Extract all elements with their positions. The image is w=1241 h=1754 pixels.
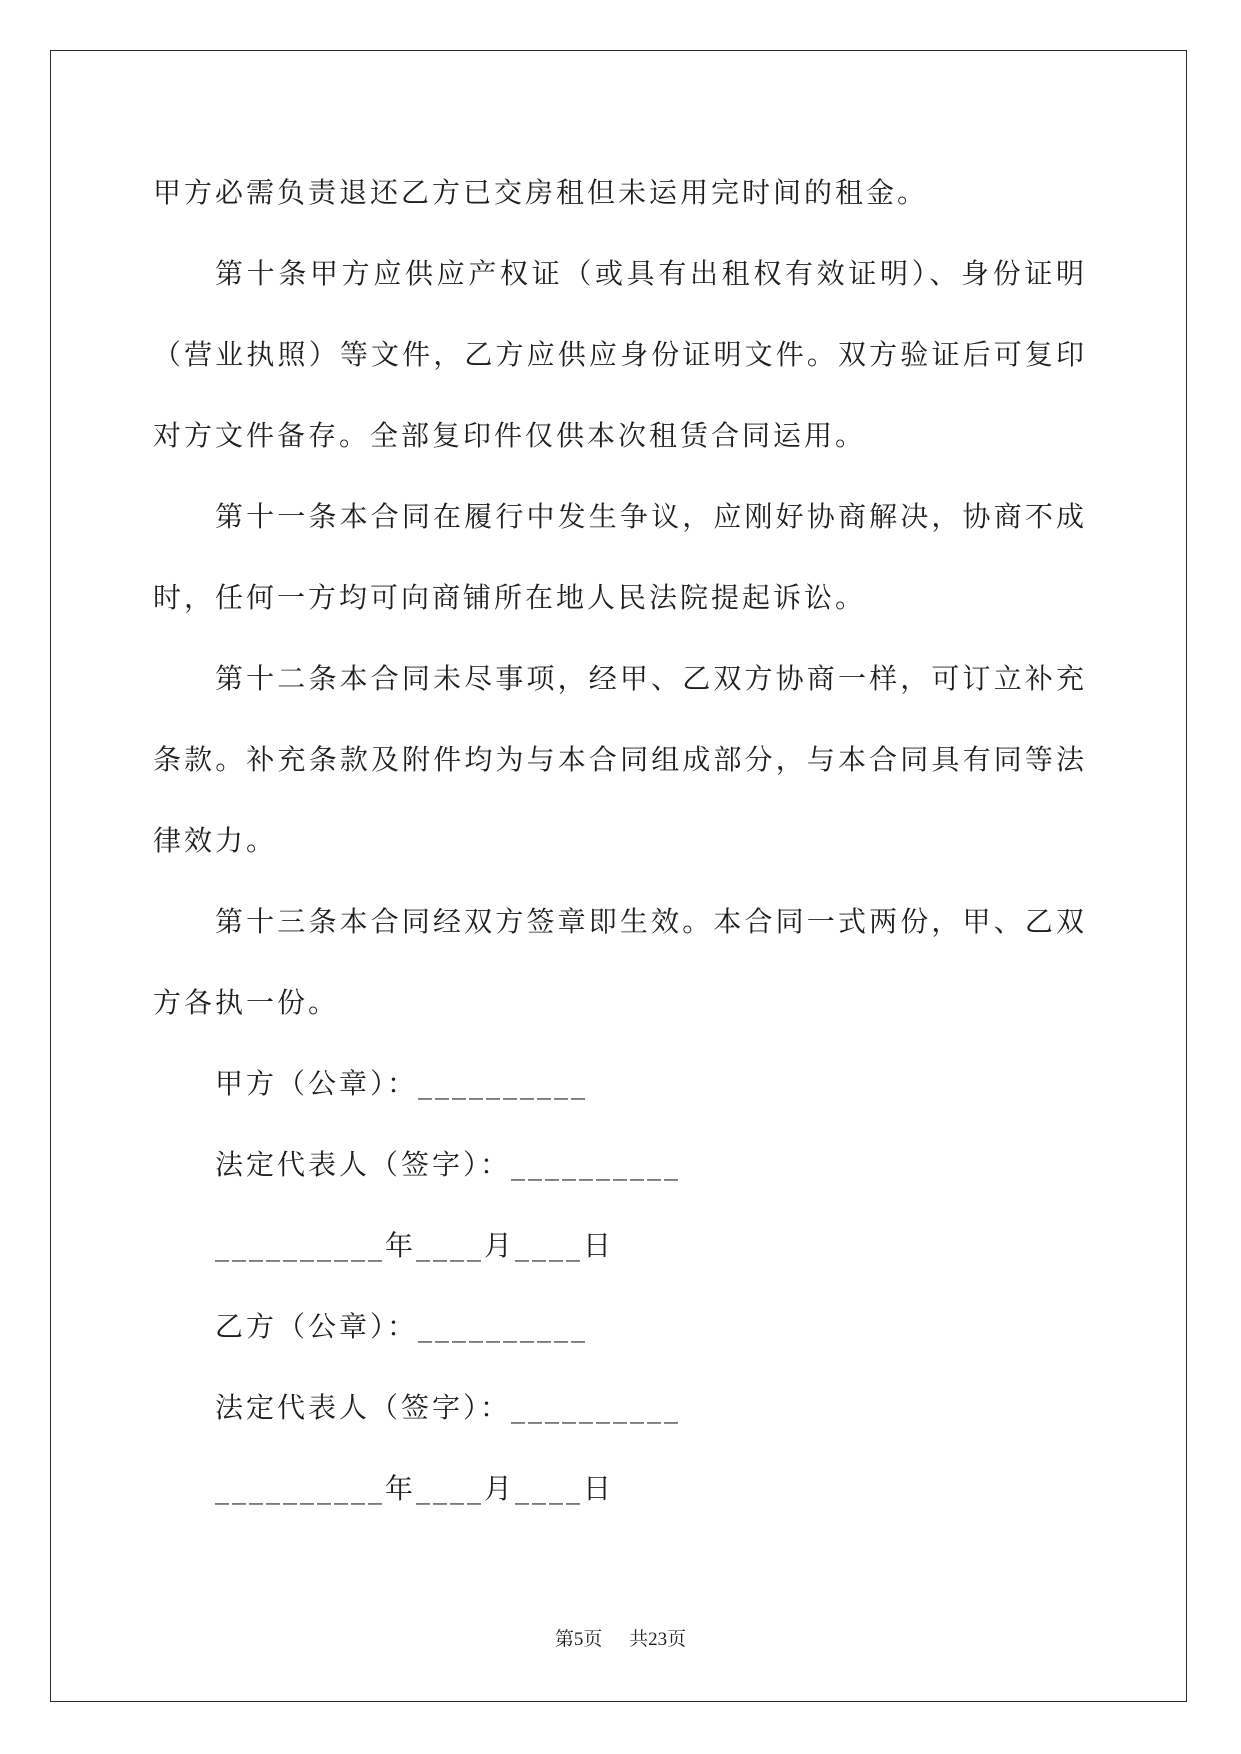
page-footer: [0, 1624, 1241, 1651]
page-total: 共23页: [629, 1629, 687, 1650]
clause-12: [153, 638, 1087, 881]
party-a-representative-line: 法定代表人（签字）：__________: [215, 1148, 682, 1181]
page-number: 第5页: [554, 1629, 603, 1650]
party-b-seal-line: 乙方（公章）：__________: [215, 1310, 589, 1343]
party-b-date-line: __________年____月____日: [215, 1472, 615, 1505]
paragraph-line: 第十一条本合同在履行中发生争议，应刚好协商解决，协商不成: [215, 500, 1087, 533]
paragraph-line: 时，任何一方均可向商铺所在地人民法院提起诉讼。: [153, 581, 867, 614]
clause-11: [153, 476, 1087, 638]
paragraph-line: 第十三条本合同经双方签章即生效。本合同一式两份，甲、乙双: [215, 905, 1087, 938]
party-a-seal-line: 甲方（公章）：__________: [215, 1067, 589, 1100]
clause-10: [153, 233, 1087, 476]
paragraph-line: 条款。补充条款及附件均为与本合同组成部分，与本合同具有同等法: [153, 743, 1087, 776]
clause-13: [153, 881, 1087, 1043]
clause-refund: [153, 152, 1087, 233]
party-a-date-line: __________年____月____日: [215, 1229, 615, 1262]
paragraph-line: 第十条甲方应供应产权证（或具有出租权有效证明）、身份证明: [215, 257, 1087, 290]
paragraph-line: 方各执一份。: [153, 986, 340, 1019]
paragraph-line: （营业执照）等文件，乙方应供应身份证明文件。双方验证后可复印: [153, 338, 1087, 371]
paragraph-line: 第十二条本合同未尽事项，经甲、乙双方协商一样，可订立补充: [215, 662, 1087, 695]
paragraph-line: 对方文件备存。全部复印件仅供本次租赁合同运用。: [153, 419, 867, 452]
party-b-representative-line: 法定代表人（签字）：__________: [215, 1391, 682, 1424]
signature-block: [153, 1043, 1087, 1529]
paragraph-line: 律效力。: [153, 824, 278, 857]
document-body: [153, 152, 1087, 1529]
paragraph-line: 甲方必需负责退还乙方已交房租但未运用完时间的租金。: [153, 176, 929, 209]
